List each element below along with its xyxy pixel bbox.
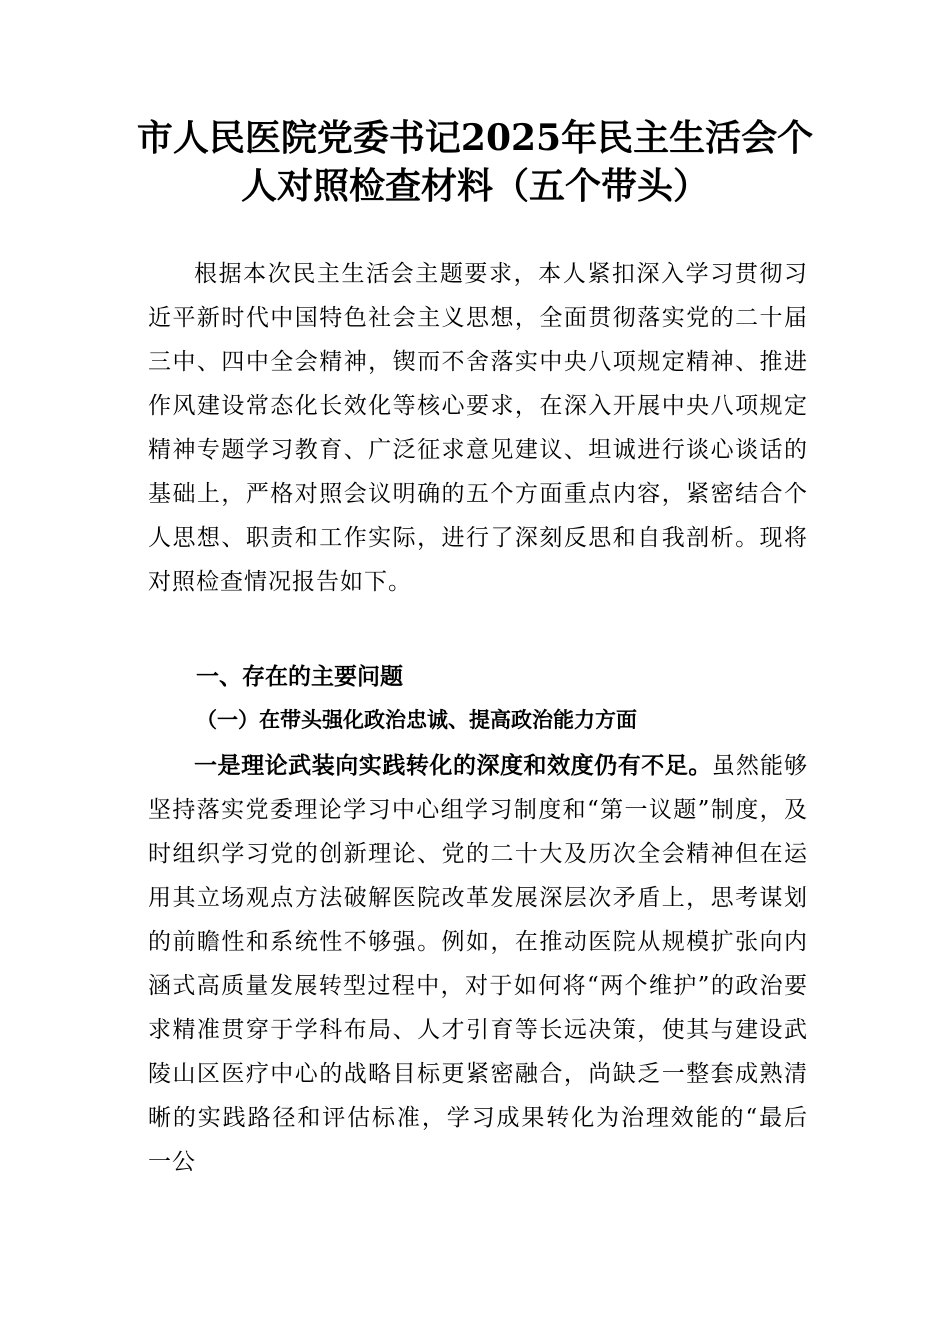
point-one-paragraph	[148, 744, 808, 1184]
document-title-line-1: 市人民医院党委书记2025年民主生活会个	[136, 117, 814, 159]
point-one-lead: 一是理论武装向实践转化的深度和效度仍有不足。	[194, 753, 712, 779]
subsection-heading: （一）在带头强化政治忠诚、提高政治能力方面	[196, 707, 637, 732]
point-one-body: 虽然能够坚持落实党委理论学习中心组学习制度和“第一议题”制度，及时组织学习党的创新理论、党的二十大及历次全会精神但在运用其立场观点方法破解医院改革发展深层次矛盾上，思考谋划的前瞻性和系统性不够强。例如，在推动医院从规模扩张向内涵式高质量发展转型过程中，对于如何将“两个维护”的政治要求精准贯穿于学科布局、人才引育等长远决策，使其与建设武陵山区医疗中心的战略目标更紧密融合，尚缺乏一整套成熟清晰的实践路径和评估标准，学习成果转化为治理效能的“最后一公	[148, 753, 809, 1175]
section-heading: 一、存在的主要问题	[196, 664, 403, 690]
document-title-line-2: 人对照检查材料（五个带头）	[240, 165, 709, 207]
intro-paragraph: 根据本次民主生活会主题要求，本人紧扣深入学习贯彻习近平新时代中国特色社会主义思想，全面贯彻落实党的二十届三中、四中全会精神，锲而不舍落实中央八项规定精神、推进作风建设常态化长效化等核心要求，在深入开展中央八项规定精神专题学习教育、广泛征求意见建议、坦诚进行谈心谈话的基础上，严格对照会议明确的五个方面重点内容，紧密结合个人思想、职责和工作实际，进行了深刻反思和自我剖析。现将对照检查情况报告如下。	[148, 261, 808, 595]
